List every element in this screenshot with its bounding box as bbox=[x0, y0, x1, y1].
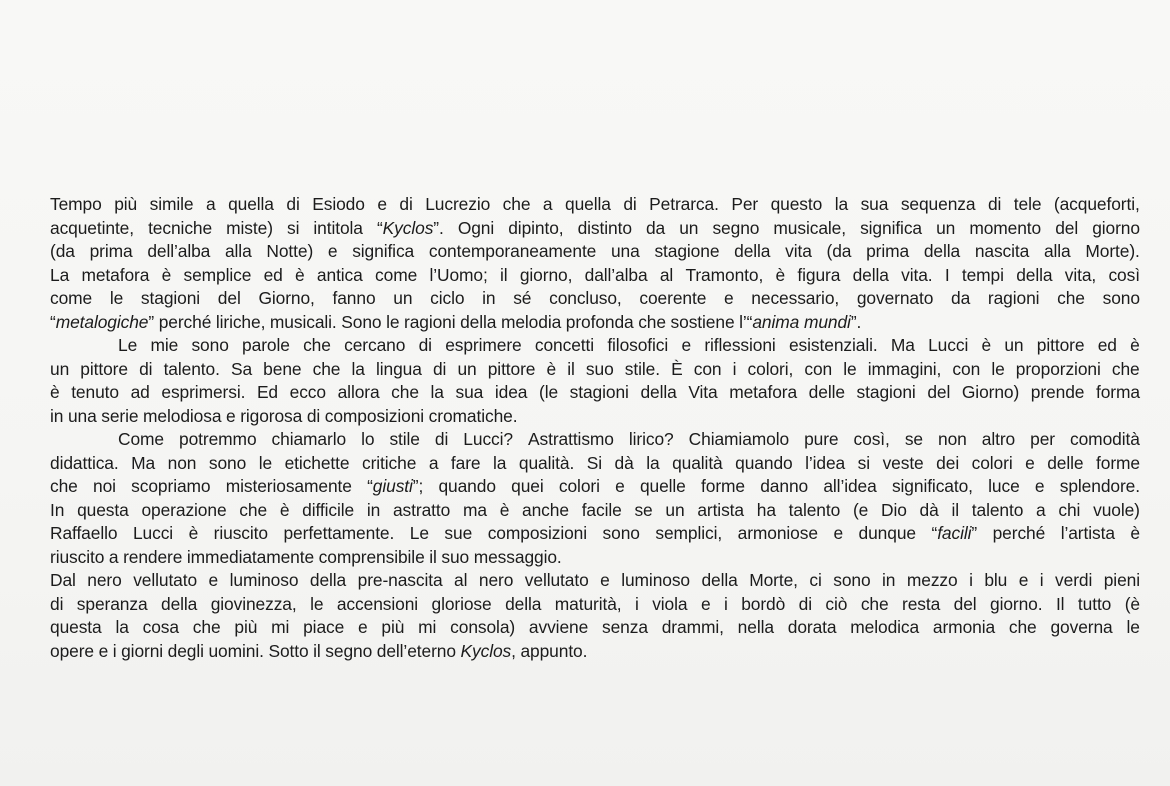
text-line: Tempo più simile a quella di Esiodo e di Lucrezio che a quella di Petrarca. Per questo la sua sequenza di tele (acqueforti, bbox=[50, 194, 1140, 214]
text-line: La metafora è semplice ed è antica come l’Uomo; il giorno, dall’alba al Tramonto, è figura della vita. I tempi della vita, così bbox=[50, 264, 1140, 285]
text-line: Come potremmo chiamarlo lo stile di Lucci? Astrattismo lirico? Chiamiamolo pure così, se non altro per comodità bbox=[118, 429, 1140, 449]
text-line: come le stagioni del Giorno, fanno un ciclo in sé concluso, coerente e necessario, governato da ragioni che sono bbox=[50, 288, 1140, 308]
text-line: Dal nero vellutato e luminoso della pre-nascita al nero vellutato e luminoso della Morte, ci sono in mezzo i blu e i verdi pieni bbox=[50, 570, 1140, 590]
text-line: è tenuto ad esprimersi. Ed ecco allora che la sua idea (le stagioni della Vita metafora delle stagioni del Giorno) prende forma bbox=[50, 382, 1140, 402]
text-line: un pittore di talento. Sa bene che la lingua di un pittore è il suo stile. È con i colori, con le immagini, con le proporzioni che bbox=[50, 358, 1140, 379]
text-line: (da prima dell’alba alla Notte) e significa contemporaneamente una stagione della vita (da prima della nascita alla Morte). bbox=[50, 241, 1140, 261]
text-line: acquetinte, tecniche miste) si intitola “Kyclos”. Ogni dipinto, distinto da un segno musicale, significa un momento del giorno bbox=[50, 217, 1140, 238]
text-line: in una serie melodiosa e rigorosa di composizioni cromatiche. bbox=[50, 405, 518, 426]
body-text bbox=[50, 193, 1140, 663]
text-line: opere e i giorni degli uomini. Sotto il segno dell’eterno Kyclos, appunto. bbox=[50, 640, 588, 661]
text-line: didattica. Ma non sono le etichette critiche a fare la qualità. Si dà la qualità quando l’idea si veste dei colori e delle forme bbox=[50, 452, 1140, 473]
text-line: riuscito a rendere immediatamente comprensibile il suo messaggio. bbox=[50, 546, 562, 567]
text-line: questa la cosa che più mi piace e più mi consola) avviene senza drammi, nella dorata melodica armonia che governa le bbox=[50, 617, 1140, 637]
text-line: che noi scopriamo misteriosamente “giusti”; quando quei colori e quelle forme danno all’idea significato, luce e splendore. bbox=[50, 476, 1140, 496]
text-line: Le mie sono parole che cercano di esprimere concetti filosofici e riflessioni esistenziali. Ma Lucci è un pittore ed è bbox=[118, 335, 1140, 355]
text-line: Raffaello Lucci è riuscito perfettamente. Le sue composizioni sono semplici, armoniose e dunque “facili” perché l’artista è bbox=[50, 523, 1140, 543]
text-line: di speranza della giovinezza, le accensioni gloriose della maturità, i viola e i bordò di ciò che resta del giorno. Il tutto (è bbox=[50, 593, 1140, 614]
text-line: “metalogiche” perché liriche, musicali. Sono le ragioni della melodia profonda che sostiene l’“anima mundi”. bbox=[50, 311, 862, 332]
text-line: In questa operazione che è difficile in astratto ma è anche facile se un artista ha talento (e Dio dà il talento a chi vuole) bbox=[50, 499, 1140, 520]
